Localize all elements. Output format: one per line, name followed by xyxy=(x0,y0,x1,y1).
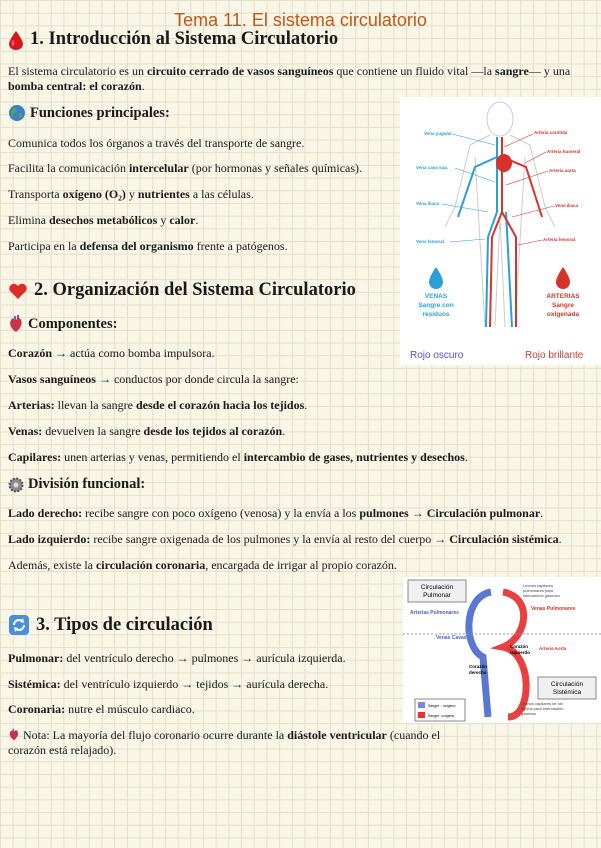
venas-desc: Sangre con xyxy=(418,302,454,309)
text: — y una xyxy=(528,64,571,78)
text: a las células. xyxy=(189,187,254,201)
text: Transporta xyxy=(8,187,63,201)
bold-text: bomba central: el corazón xyxy=(8,79,142,93)
globe-icon xyxy=(8,104,26,122)
svg-text:Corazón: Corazón xyxy=(510,644,528,649)
text: devuelven la sangre xyxy=(42,424,144,438)
svg-text:gaseoso: gaseoso xyxy=(521,711,537,716)
division-subheading xyxy=(8,476,145,493)
bold-text: Circulación sistémica xyxy=(449,532,559,546)
bold-text: intercambio de gases, nutrientes y desechos xyxy=(243,450,465,464)
page-title: Tema 11. El sistema circulatorio xyxy=(174,10,427,30)
text: . xyxy=(282,424,286,438)
text: del ventrículo izquierdo → tejidos → aurícula derecha. xyxy=(60,677,329,691)
text: que contiene un fluido vital —la xyxy=(333,64,496,78)
svg-text:derecho: derecho xyxy=(469,670,487,675)
division-item xyxy=(8,532,562,547)
svg-text:Sangre ↑oxígeno: Sangre ↑oxígeno xyxy=(428,714,455,718)
text: . xyxy=(464,450,468,464)
artery-drop-icon xyxy=(556,267,570,289)
text: . xyxy=(141,79,145,93)
bold-text: Coronaria: xyxy=(8,702,66,716)
text: . xyxy=(558,532,562,546)
label-arteria-femoral: Arteria femoral xyxy=(543,237,576,242)
label-arteria-carotida: Arteria carótida xyxy=(534,130,568,135)
bold-text: nutrientes xyxy=(137,187,190,201)
text: El sistema circulatorio es un xyxy=(8,64,147,78)
bold-text: intercelular xyxy=(128,161,189,175)
label-arteria-humeral: Arteria humeral xyxy=(547,149,581,154)
circulation-type-item xyxy=(8,651,346,666)
note-paragraph xyxy=(8,728,458,758)
label-vena-iliaca-right: Vena iliaca xyxy=(555,203,579,208)
bold-text: defensa del organismo xyxy=(79,239,194,253)
svg-text:Arteria Aorta: Arteria Aorta xyxy=(539,646,567,651)
blood-drop-icon xyxy=(8,30,24,50)
component-item xyxy=(8,424,285,439)
caption-rojo-oscuro: Rojo oscuro xyxy=(410,350,464,361)
bold-text: Arterias: xyxy=(8,398,55,412)
svg-text:Venas Pulmonares: Venas Pulmonares xyxy=(531,606,576,612)
text: llevan la sangre xyxy=(54,398,136,412)
box-pulmonar: Pulmonar xyxy=(423,592,451,599)
section-1-title: 1. Introducción al Sistema Circulatorio xyxy=(30,29,339,49)
bold-text: Pulmonar: xyxy=(8,651,64,665)
circulation-type-item xyxy=(8,702,195,717)
text: recibe sangre con poco oxígeno (venosa) y la envía a los xyxy=(82,506,360,520)
text: → actúa como bomba impulsora. xyxy=(52,346,215,360)
legend-blue-swatch xyxy=(418,702,425,708)
svg-text:Circulación: Circulación xyxy=(550,681,584,688)
box-pulmonar: Circulación xyxy=(420,584,454,591)
component-item xyxy=(8,346,215,361)
caption-rojo-brillante: Rojo brillante xyxy=(525,350,584,361)
arterias-desc: oxigenada xyxy=(546,311,580,318)
bold-text: Capilares: xyxy=(8,450,62,464)
section-3-heading xyxy=(8,614,213,636)
arterias-desc: Sangre xyxy=(551,302,575,309)
section-3-title: 3. Tipos de circulación xyxy=(36,614,213,635)
text: . xyxy=(540,506,544,520)
component-item xyxy=(8,398,307,413)
note-text xyxy=(8,728,440,757)
section-1-heading xyxy=(8,29,338,50)
bold-text: circulación coronaria xyxy=(95,558,206,572)
bold-text: pulmones → Circulación pulmonar xyxy=(359,506,541,520)
division-label: División funcional: xyxy=(28,476,146,492)
text: unen arterias y venas, permitiendo el xyxy=(61,450,244,464)
components-label: Componentes: xyxy=(28,315,118,332)
svg-text:Arterias Pulmonares: Arterias Pulmonares xyxy=(410,610,459,616)
components-subheading xyxy=(8,315,117,333)
section-2-heading xyxy=(8,280,356,301)
bold-text: Lado izquierdo: xyxy=(8,532,91,546)
text: nutre el músculo cardiaco. xyxy=(65,702,195,716)
venas-desc: residuos xyxy=(422,311,450,318)
text: del ventrículo derecho → pulmones → aurícula izquierda. xyxy=(63,651,346,665)
text: Además, existe la xyxy=(8,558,96,572)
intro-paragraph xyxy=(8,64,583,94)
text: Facilita la comunicación xyxy=(8,161,129,175)
section-2-title: 2. Organización del Sistema Circulatorio xyxy=(34,280,356,300)
label-vena-femoral: Vena femoral xyxy=(416,239,445,244)
component-item xyxy=(8,450,468,465)
anatomical-heart-icon xyxy=(8,728,20,741)
text: y xyxy=(125,187,138,201)
gear-icon xyxy=(8,477,24,493)
function-item xyxy=(8,213,198,228)
svg-text:izquierdo: izquierdo xyxy=(510,650,530,655)
bold-text: desechos metabólicos xyxy=(49,213,158,227)
label-vena-yugular: Vena yugular xyxy=(424,131,453,136)
function-item xyxy=(8,187,254,202)
text: frente a patógenos. xyxy=(193,239,288,253)
text: . xyxy=(195,213,199,227)
bold-text: oxígeno (O₂) xyxy=(62,187,126,201)
label-vena-cava: Vena cava sup. xyxy=(416,165,449,170)
arterias-title: ARTERIAS xyxy=(546,293,580,300)
bold-text: sangre xyxy=(495,64,529,78)
svg-text:Venas Cavas: Venas Cavas xyxy=(436,635,467,641)
bold-text: diástole ventricular xyxy=(287,728,387,742)
bold-text: Vasos sanguíneos xyxy=(8,372,96,386)
bold-text: Corazón xyxy=(8,346,52,360)
text: Comunica todos los órganos a través del transporte de sangre. xyxy=(8,136,305,150)
text: (por hormonas y señales químicas). xyxy=(188,161,363,175)
bold-text: circuito cerrado de vasos sanguíneos xyxy=(146,64,334,78)
component-item xyxy=(8,372,299,387)
functions-label: Funciones principales: xyxy=(30,104,170,121)
text: y xyxy=(157,213,170,227)
bold-text: Sistémica: xyxy=(8,677,61,691)
svg-text:Sangre ↓ oxígeno: Sangre ↓ oxígeno xyxy=(428,704,456,708)
bold-text: desde los tejidos al corazón xyxy=(143,424,283,438)
label-arteria-aorta: Arteria aorta xyxy=(549,168,576,173)
venas-title: VENAS xyxy=(424,293,448,300)
division-item xyxy=(8,558,397,573)
text: → conductos por donde circula la sangre: xyxy=(95,372,299,386)
text: Participa en la xyxy=(8,239,80,253)
bold-text: Lado derecho: xyxy=(8,506,83,520)
function-item xyxy=(8,136,304,151)
text: (cuando el corazón está relajado). xyxy=(8,728,441,757)
bold-text: calor xyxy=(169,213,196,227)
bold-text: Venas: xyxy=(8,424,43,438)
legend-red-swatch xyxy=(418,712,425,718)
circulation-diagram-figure xyxy=(403,577,601,723)
svg-text:intercambio gaseoso: intercambio gaseoso xyxy=(523,593,560,598)
heart-icon xyxy=(8,282,28,300)
svg-text:tejidos para intercambio: tejidos para intercambio xyxy=(521,706,564,711)
text: Nota: La mayoría del flujo coronario ocurre durante la xyxy=(20,728,288,742)
heart-icon xyxy=(496,154,512,172)
function-item xyxy=(8,239,288,254)
svg-text:Lechos capilares: Lechos capilares xyxy=(523,583,554,588)
function-item xyxy=(8,161,362,176)
svg-text:pulmonares para: pulmonares para xyxy=(523,588,554,593)
text: . xyxy=(304,398,308,412)
vein-drop-icon xyxy=(429,267,443,289)
svg-text:Lechos capilares de los: Lechos capilares de los xyxy=(521,701,563,706)
anatomical-heart-icon xyxy=(8,315,24,333)
svg-text:Sistémica: Sistémica xyxy=(552,689,582,696)
svg-text:Corazón: Corazón xyxy=(469,664,487,669)
text: recibe sangre oxigenada de los pulmones y la envía al resto del cuerpo → xyxy=(90,532,450,546)
functions-subheading xyxy=(8,104,170,122)
bold-text: desde el corazón hacia los tejidos xyxy=(135,398,305,412)
circulatory-body-figure xyxy=(400,97,601,365)
text: , encargada de irrigar al propio corazón. xyxy=(205,558,397,572)
circulation-type-item xyxy=(8,677,328,692)
division-item xyxy=(8,506,543,521)
text: Elimina xyxy=(8,213,49,227)
label-vena-iliaca: Vena iliaca xyxy=(416,201,440,206)
cycle-arrows-icon xyxy=(8,614,30,636)
